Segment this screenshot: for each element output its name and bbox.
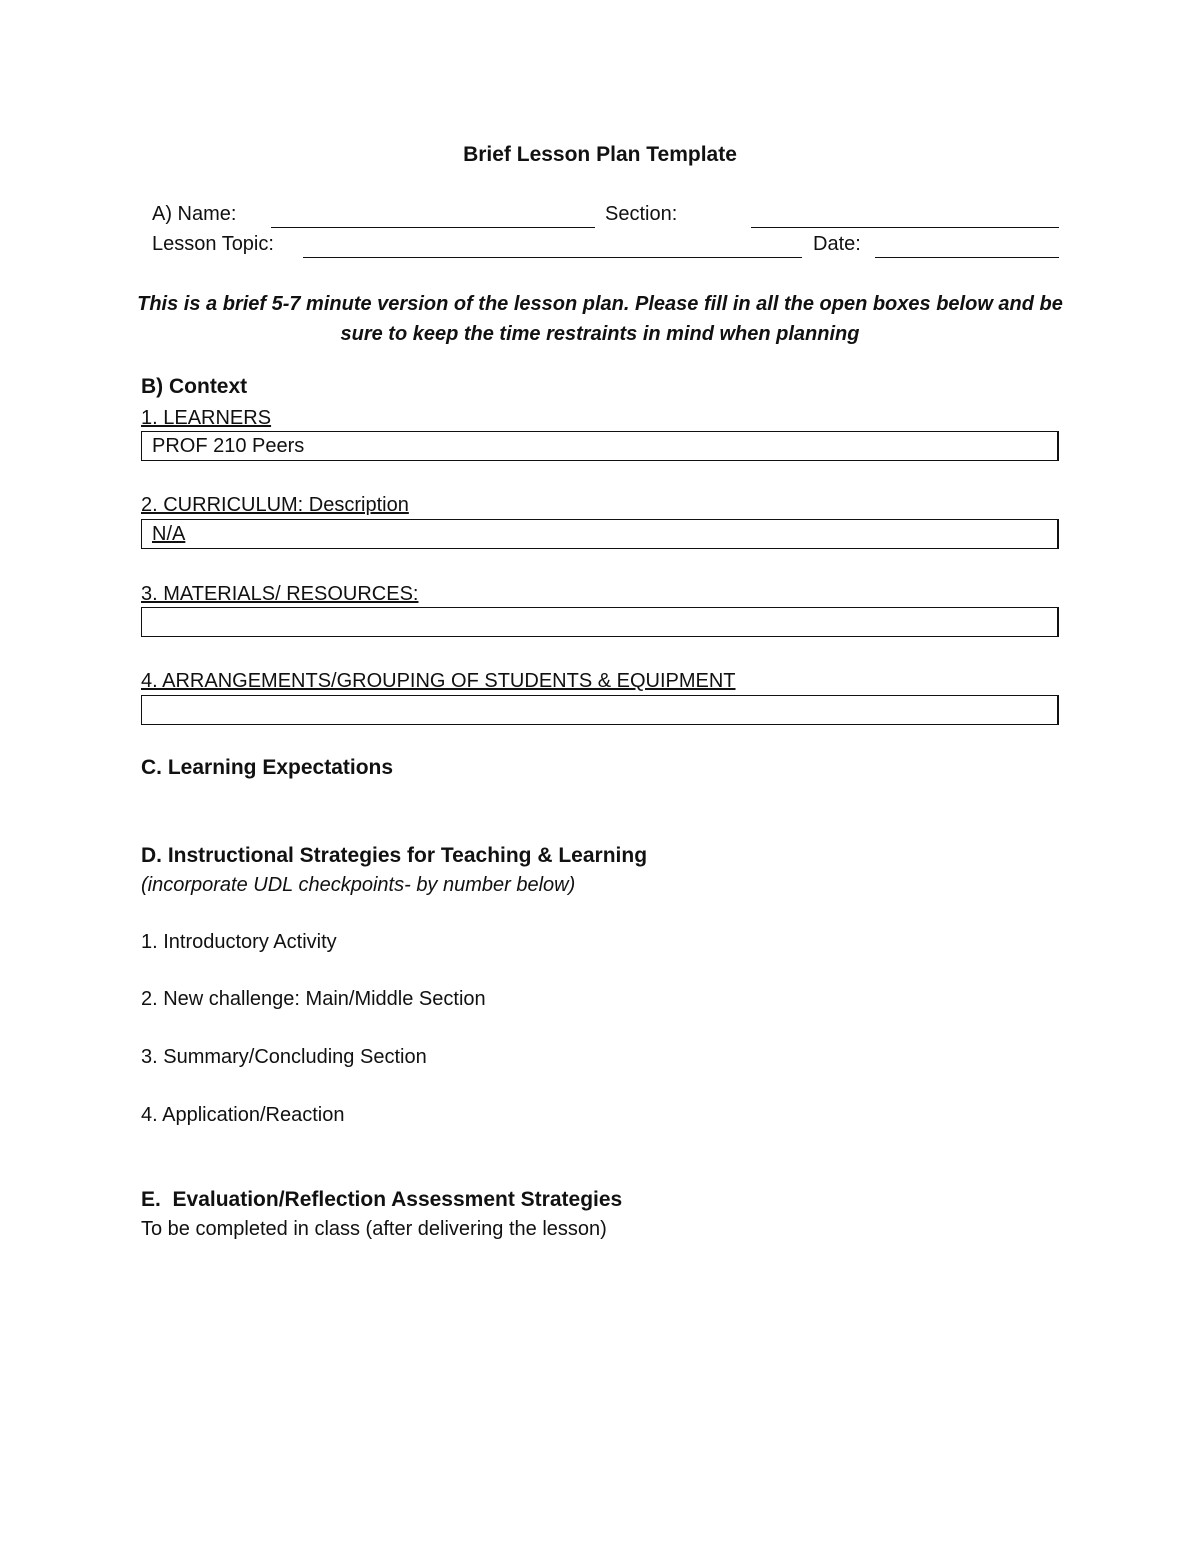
materials-label: 3. MATERIALS/ RESOURCES:: [141, 583, 419, 605]
section-d-heading: D. Instructional Strategies for Teaching & Learning: [141, 844, 648, 867]
date-field-line[interactable]: [875, 257, 1059, 258]
lesson-topic-label: Lesson Topic:: [152, 233, 274, 255]
section-b-heading: B) Context: [141, 375, 248, 398]
arrangements-box[interactable]: [141, 695, 1059, 725]
strategy-item: 1. Introductory Activity: [141, 931, 337, 953]
section-e-heading: E. Evaluation/Reflection Assessment Strategies: [141, 1188, 623, 1211]
page-title: Brief Lesson Plan Template: [463, 143, 737, 166]
section-e-note: To be completed in class (after delivering the lesson): [141, 1218, 607, 1240]
strategy-item: 3. Summary/Concluding Section: [141, 1046, 427, 1068]
date-label: Date:: [813, 233, 861, 255]
strategy-item: 2. New challenge: Main/Middle Section: [141, 988, 486, 1010]
learners-value: PROF 210 Peers: [152, 435, 305, 457]
learners-label: 1. LEARNERS: [141, 407, 272, 429]
lesson-topic-field-line[interactable]: [303, 257, 802, 258]
section-field-line[interactable]: [751, 227, 1059, 228]
section-d-note: (incorporate UDL checkpoints- by number below): [141, 874, 576, 896]
arrangements-label: 4. ARRANGEMENTS/GROUPING OF STUDENTS & EQUIPMENT: [141, 670, 736, 692]
strategy-item: 4. Application/Reaction: [141, 1104, 345, 1126]
section-label: Section:: [605, 203, 678, 225]
name-label: A) Name:: [152, 203, 237, 225]
learners-box[interactable]: [141, 431, 1059, 461]
materials-box[interactable]: [141, 607, 1059, 637]
curriculum-value: N/A: [152, 523, 186, 545]
curriculum-label: 2. CURRICULUM: Description: [141, 494, 409, 516]
instructions-text: This is a brief 5-7 minute version of the lesson plan. Please fill in all the open boxes below and be sure to keep the time restraints in mind when planning: [137, 293, 1063, 345]
section-c-heading: C. Learning Expectations: [141, 756, 394, 779]
curriculum-box[interactable]: [141, 519, 1059, 549]
name-field-line[interactable]: [271, 227, 595, 228]
